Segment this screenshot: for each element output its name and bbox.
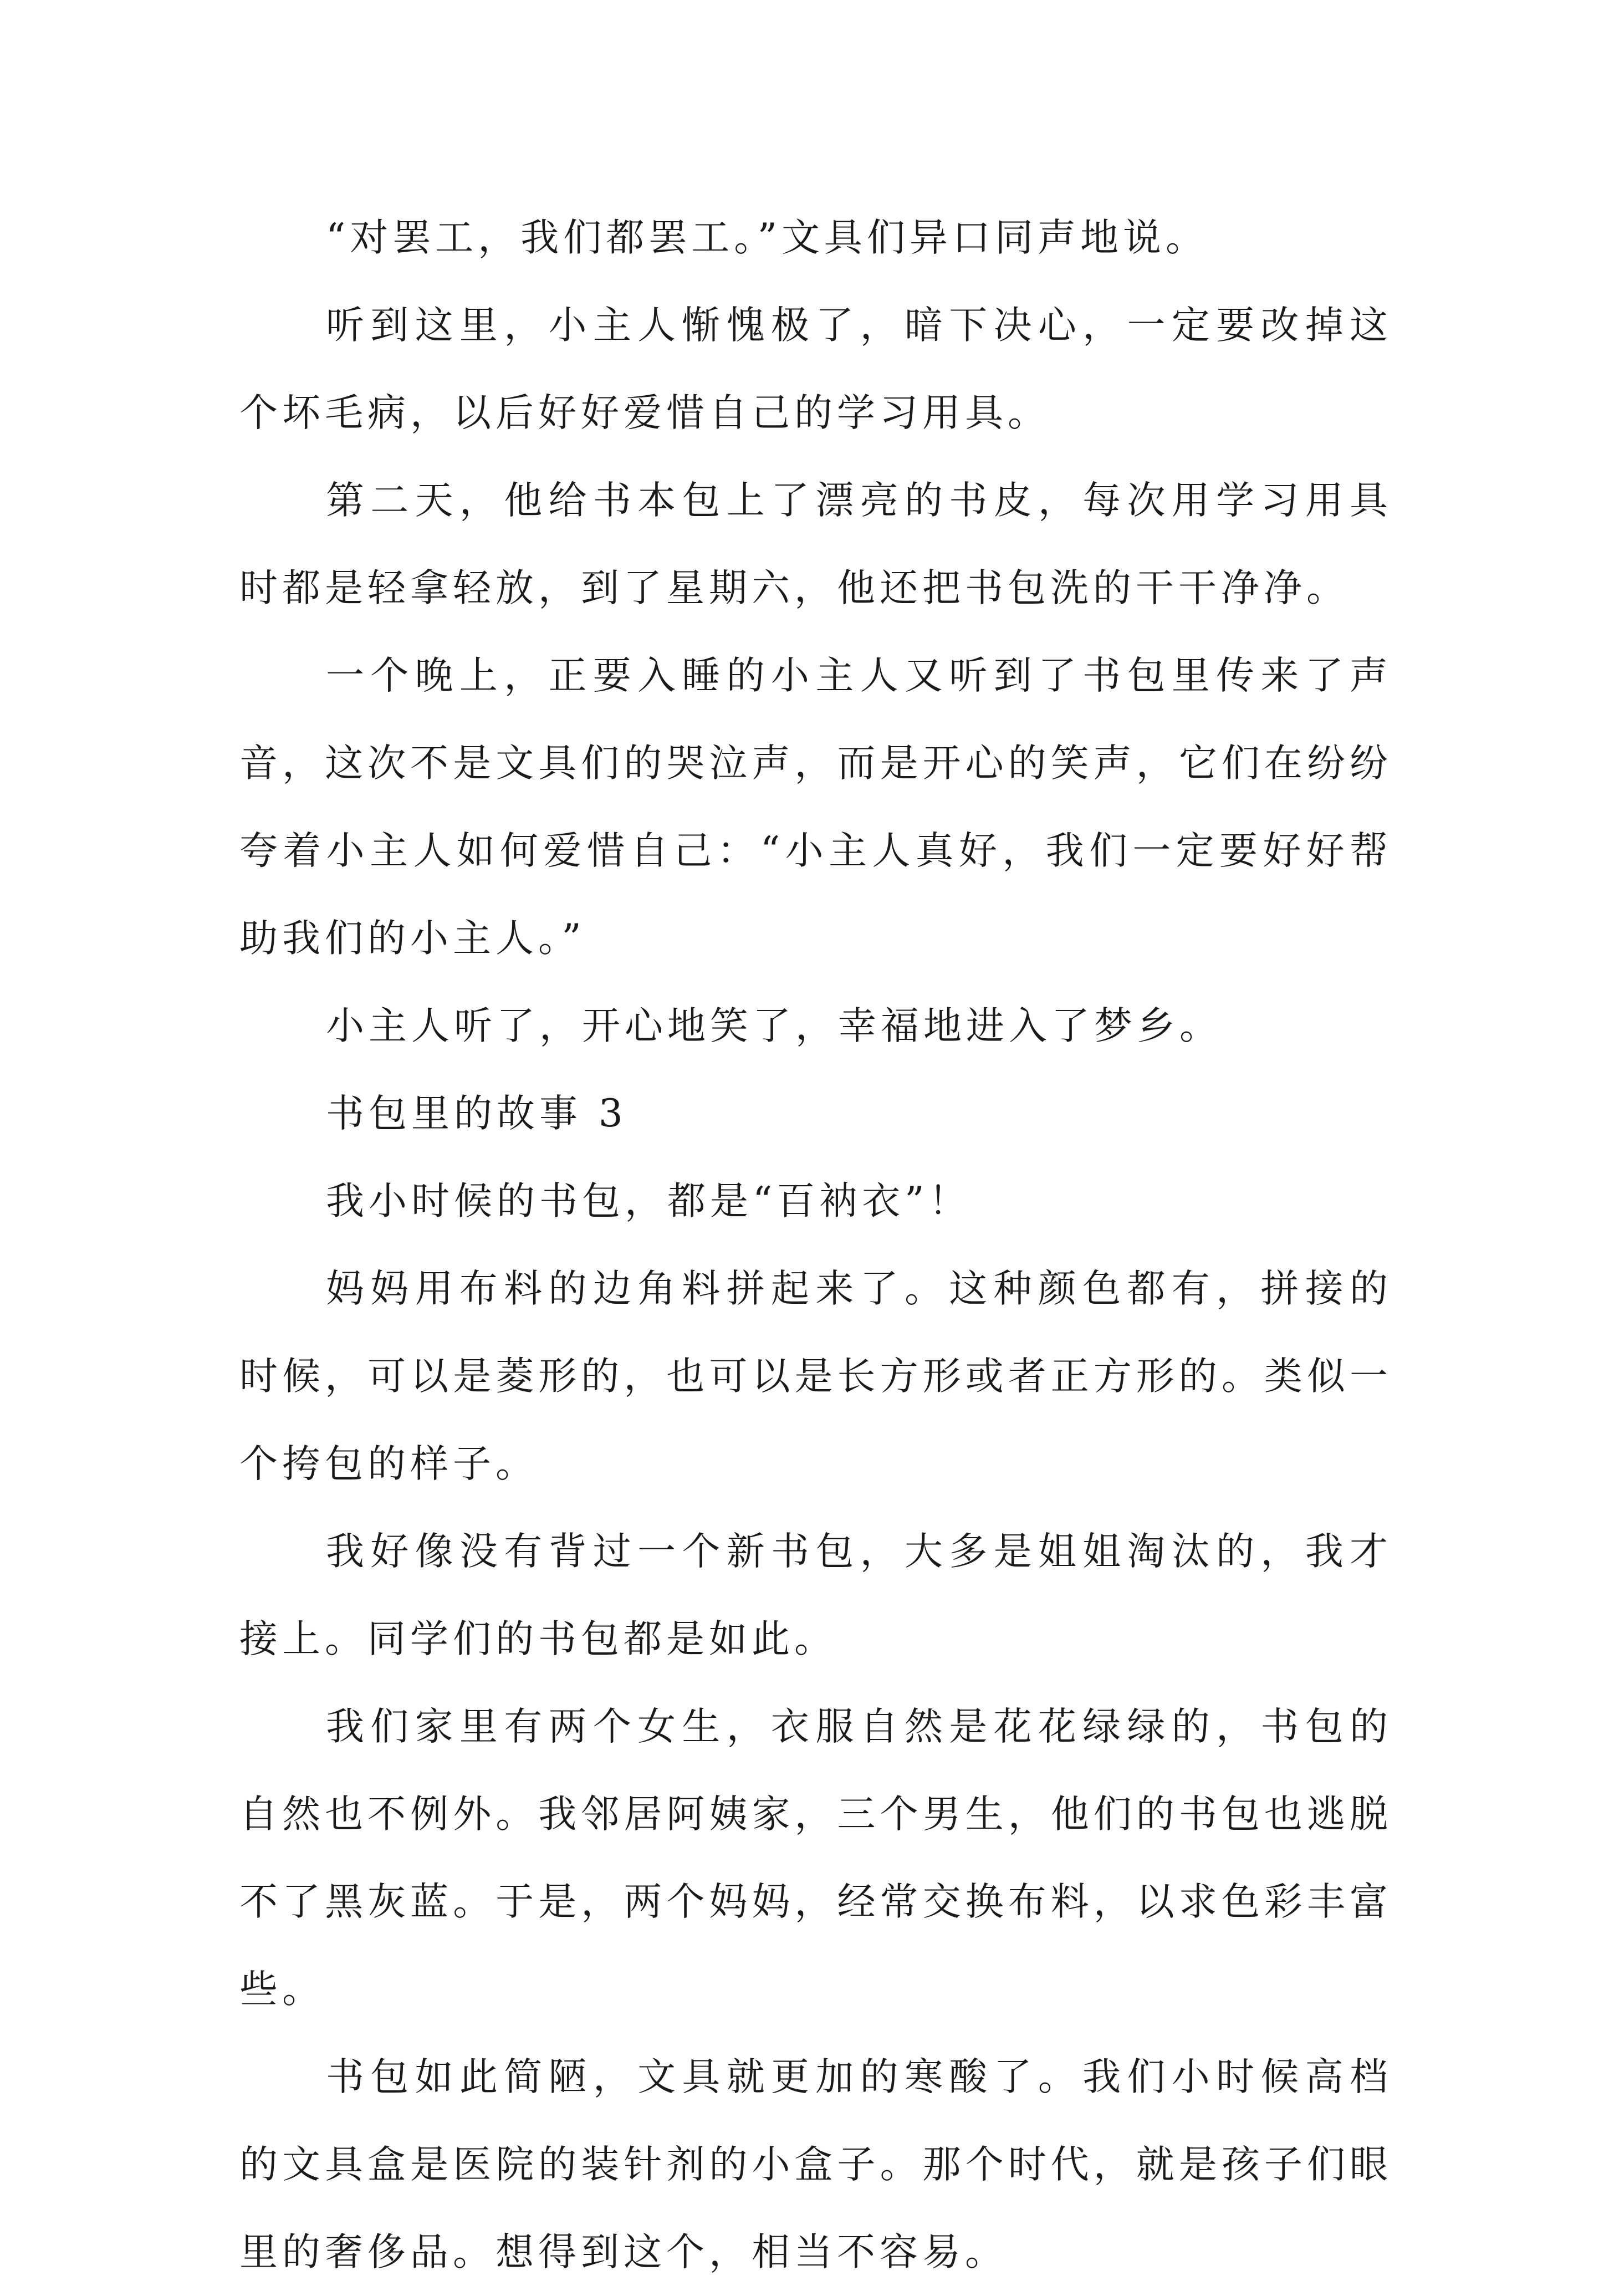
paragraph: 妈妈用布料的边角料拼起来了。这种颜色都有，拼接的时候，可以是菱形的，也可以是长方形或者正方形的。类似一个挎包的样子。 <box>239 1267 1392 1486</box>
paragraph: 听到这里，小主人惭愧极了，暗下决心，一定要改掉这个坏毛病，以后好好爱惜自己的学习用具。 <box>239 303 1392 435</box>
paragraph: “对罢工，我们都罢工。”文具们异口同声地说。 <box>326 216 1209 260</box>
section-heading: 书包里的故事 3 <box>326 1091 627 1136</box>
paragraph: 书包如此简陋，文具就更加的寒酸了。我们小时候高档的文具盒是医院的装针剂的小盒子。那个时代，就是孩子们眼里的奢侈品。想得到这个，相当不容易。 <box>239 2055 1392 2274</box>
paragraph: 我们家里有两个女生，衣服自然是花花绿绿的，书包的自然也不例外。我邻居阿姨家，三个男生，他们的书包也逃脱不了黑灰蓝。于是，两个妈妈，经常交换布料，以求色彩丰富些。 <box>239 1705 1392 2012</box>
paragraph: 我小时候的书包，都是“百衲衣”！ <box>326 1179 972 1223</box>
document-body <box>239 194 1392 2296</box>
paragraph: 第二天，他给书本包上了漂亮的书皮，每次用学习用具时都是轻拿轻放，到了星期六，他还把书包洗的干干净净。 <box>239 478 1392 610</box>
paragraph: 我好像没有背过一个新书包，大多是姐姐淘汰的，我才接上。同学们的书包都是如此。 <box>239 1529 1392 1661</box>
paragraph: 小主人听了，开心地笑了，幸福地进入了梦乡。 <box>326 1004 1222 1048</box>
paragraph: 一个晚上，正要入睡的小主人又听到了书包里传来了声音，这次不是文具们的哭泣声，而是开心的笑声，它们在纷纷夸着小主人如何爱惜自己：“小主人真好，我们一定要好好帮助我们的小主人。” <box>239 654 1392 961</box>
